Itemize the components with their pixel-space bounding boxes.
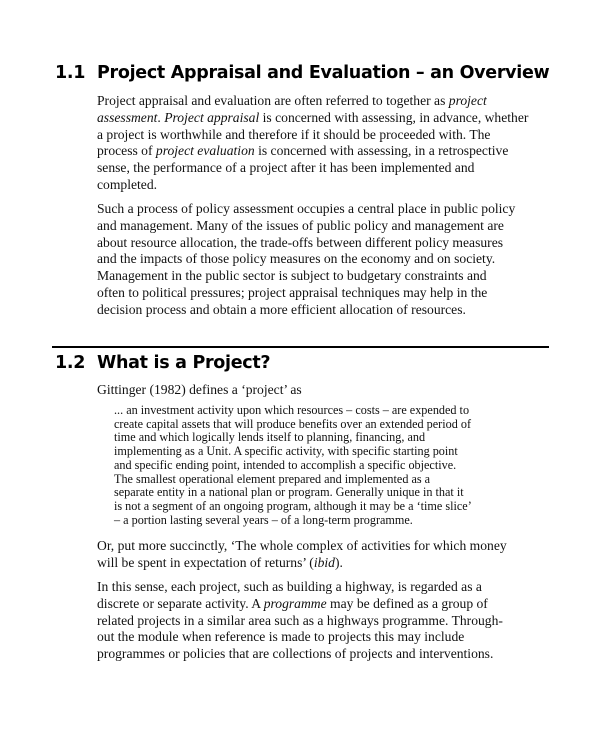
text-segment: . — [157, 109, 165, 125]
text-line — [114, 514, 472, 528]
text-segment: related projects in a similar area such as a highways programme. Through- — [97, 612, 503, 628]
text-line — [97, 143, 528, 160]
text-segment: out the module when reference is made to projects this may include — [97, 629, 465, 645]
italic-text: project — [448, 93, 487, 108]
text-line — [97, 613, 503, 630]
text-line — [97, 235, 515, 252]
paragraph — [97, 538, 507, 572]
text-segment: discrete or separate activity. A — [97, 595, 264, 611]
text-line — [97, 629, 503, 646]
text-line — [97, 646, 503, 663]
text-segment: completed. — [97, 176, 158, 192]
text-line — [97, 160, 528, 177]
text-segment: – a portion lasting several years – of a long-term programme. — [114, 512, 413, 527]
text-segment: is concerned with assessing, in a retrospective — [254, 143, 509, 159]
text-segment: time and which logically lends itself to planning, financing, and — [114, 430, 426, 445]
text-segment: Project appraisal and evaluation are often referred to together as — [97, 93, 449, 108]
text-segment: may be defined as a group of — [326, 595, 488, 611]
text-segment: ... an investment activity upon which resources – costs – are expended to — [114, 403, 470, 417]
text-segment: will be spent in expectation of returns’ ( — [97, 554, 314, 570]
text-line — [97, 555, 507, 572]
text-line — [114, 431, 472, 445]
paragraph — [97, 201, 515, 319]
text-segment: and management. Many of the issues of public policy and management are — [97, 217, 504, 233]
section-number: 1.2 — [55, 353, 86, 373]
text-line — [114, 418, 472, 432]
text-line — [97, 538, 507, 555]
text-line — [97, 251, 515, 268]
text-line — [114, 445, 472, 459]
text-segment: ). — [334, 554, 343, 570]
paragraph — [97, 93, 528, 194]
section-divider — [52, 346, 549, 348]
text-segment: Gittinger (1982) defines a ‘project’ as — [97, 382, 302, 397]
text-line — [114, 473, 472, 487]
text-segment: is not a segment of an ongoing program, although it may be a ‘time slice’ — [114, 498, 472, 513]
text-line — [97, 177, 528, 194]
italic-text: project evaluation — [155, 143, 255, 159]
text-line — [97, 127, 528, 144]
text-line — [97, 218, 515, 235]
block-quote — [114, 404, 472, 527]
text-line — [97, 268, 515, 285]
section-title: Project Appraisal and Evaluation – an Overview — [97, 63, 550, 83]
italic-text: programme — [263, 595, 327, 611]
text-segment: about resource allocation, the trade-offs between different policy measures — [97, 234, 504, 250]
italic-text: assessment — [97, 109, 158, 125]
text-segment: Or, put more succinctly, ‘The whole complex of activities for which money — [97, 538, 507, 553]
section-heading-1-1 — [55, 63, 549, 83]
text-segment: a project is worthwhile and therefore if it should be proceeded with. The — [97, 126, 491, 142]
italic-text: ibid — [313, 554, 335, 570]
text-segment: implementing as a Unit. A specific activity, with specific starting point — [114, 444, 458, 459]
text-line — [97, 579, 503, 596]
text-segment: decision process and obtain a more efficient allocation of resources. — [97, 301, 466, 317]
paragraph — [97, 579, 503, 663]
italic-text: Project appraisal — [164, 109, 260, 125]
text-line — [97, 382, 302, 399]
section-heading-1-2 — [55, 353, 270, 373]
text-line — [97, 201, 515, 218]
text-segment: sense, the performance of a project after it has been implemented and — [97, 160, 475, 176]
section-title: What is a Project? — [97, 353, 271, 373]
text-segment: Such a process of policy assessment occupies a central place in public policy — [97, 201, 516, 216]
section-number: 1.1 — [55, 63, 86, 83]
text-line — [114, 500, 472, 514]
text-line — [97, 110, 528, 127]
text-segment: In this sense, each project, such as building a highway, is regarded as a — [97, 579, 482, 594]
text-line — [114, 404, 472, 418]
text-line — [114, 486, 472, 500]
text-segment: and specific ending point, intended to accomplish a specific objective. — [114, 457, 457, 472]
text-segment: programmes or policies that are collections of projects and interventions. — [97, 646, 494, 662]
text-line — [97, 285, 515, 302]
paragraph — [97, 382, 302, 399]
text-line — [97, 596, 503, 613]
text-segment: create capital assets that will produce benefits over an extended period of — [114, 416, 472, 431]
text-segment: separate entity in a national plan or program. Generally unique in that it — [114, 485, 464, 500]
text-segment: often to political pressures; project appraisal techniques may help in the — [97, 284, 488, 300]
text-line — [97, 93, 528, 110]
text-segment: Management in the public sector is subject to budgetary constraints and — [97, 268, 487, 284]
text-line — [97, 302, 515, 319]
text-segment: and the impacts of those policy measures on the economy and on society. — [97, 251, 496, 267]
text-segment: process of — [97, 143, 156, 159]
text-segment: is concerned with assessing, in advance, whether — [259, 109, 529, 125]
text-segment: The smallest operational element prepared and implemented as a — [114, 471, 431, 486]
text-line — [114, 459, 472, 473]
